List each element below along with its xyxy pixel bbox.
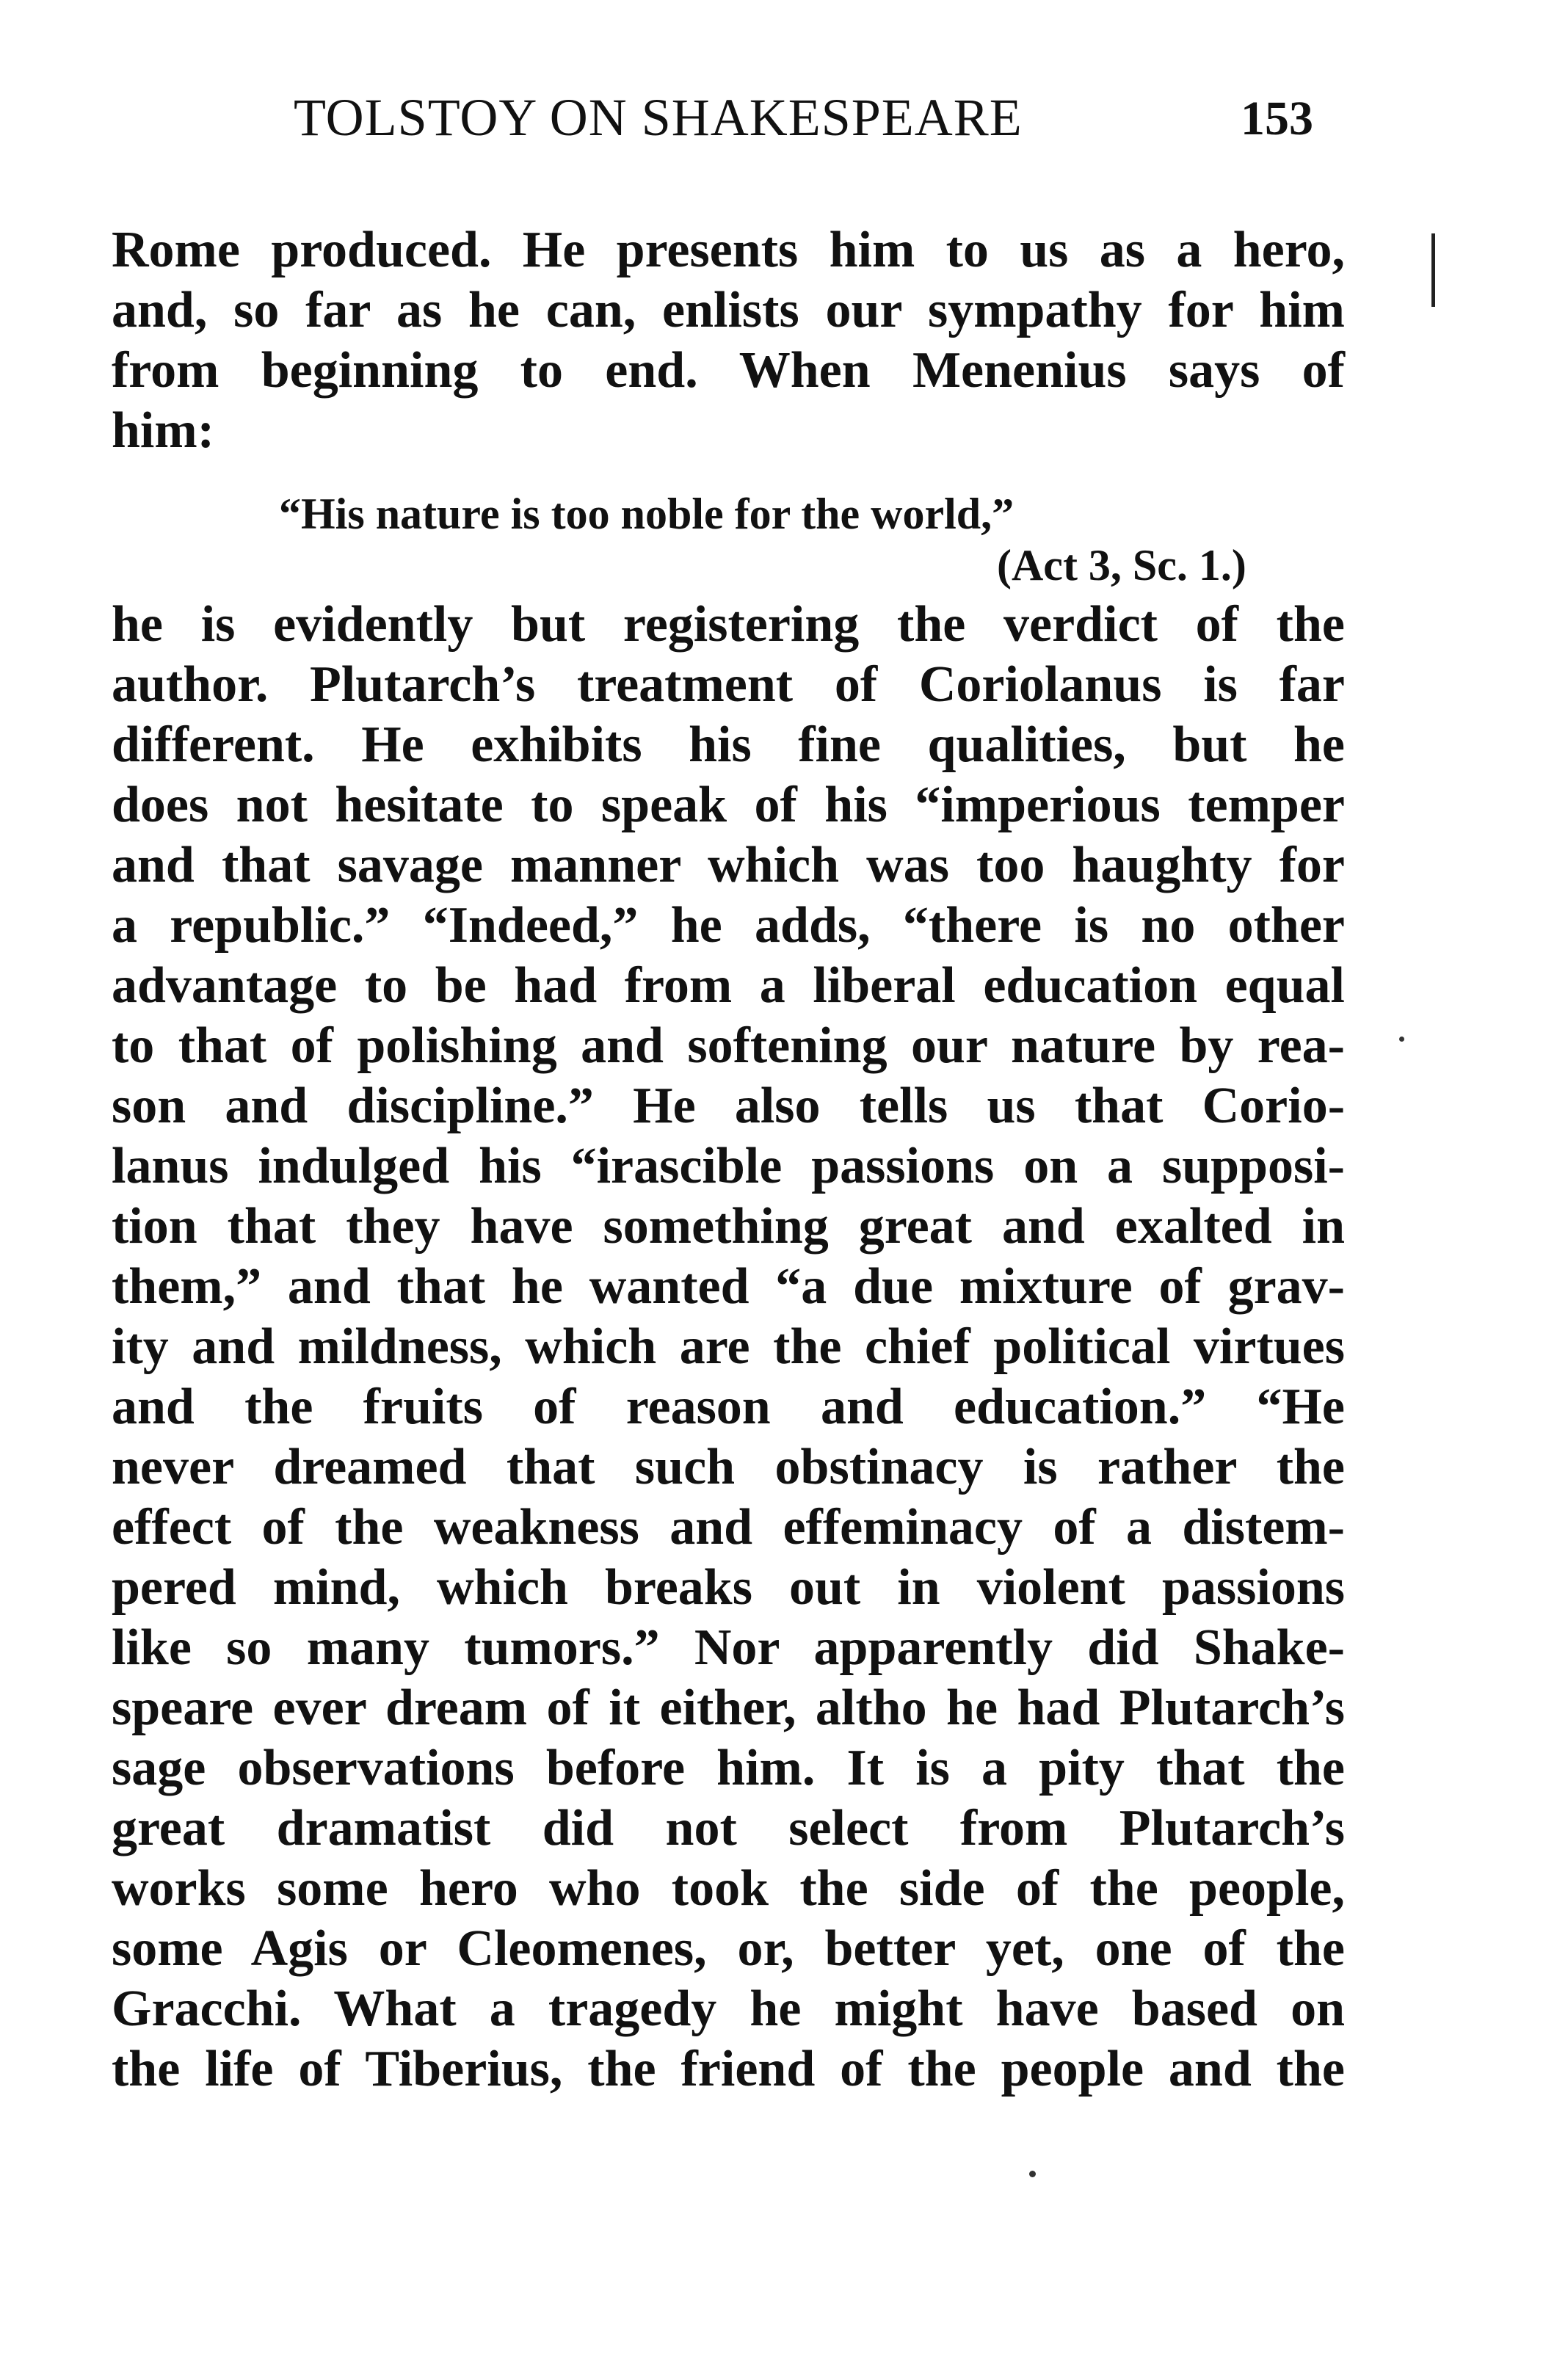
text-line: Gracchi. What a tragedy he might have based on <box>112 1981 1345 2037</box>
text-line: lanus indulged his “irascible passions on a supposi- <box>112 1138 1345 1194</box>
text-line: works some hero who took the side of the people, <box>112 1860 1345 1917</box>
block-quote: “His nature is too noble for the world,” <box>279 490 1015 538</box>
text-line: sage observations before him. It is a pity that the <box>112 1740 1345 1796</box>
text-line: never dreamed that such obstinacy is rather the <box>112 1439 1345 1495</box>
text-line: speare ever dream of it either, altho he had Plutarch’s <box>112 1680 1345 1736</box>
text-line: does not hesitate to speak of his “imperious temper <box>112 777 1345 833</box>
text-line: him: <box>112 402 214 459</box>
text-line: the life of Tiberius, the friend of the people and the <box>112 2041 1345 2097</box>
text-line: different. He exhibits his fine qualities, but he <box>112 716 1345 773</box>
text-line: son and discipline.” He also tells us that Corio- <box>112 1078 1345 1134</box>
text-line: from beginning to end. When Menenius says of <box>112 342 1345 399</box>
margin-speck <box>1399 1037 1404 1042</box>
footer-speck <box>1029 2171 1036 2177</box>
text-line: tion that they have something great and exalted in <box>112 1198 1345 1255</box>
quote-citation: (Act 3, Sc. 1.) <box>997 541 1246 589</box>
text-line: effect of the weakness and effeminacy of a distem- <box>112 1499 1345 1556</box>
running-title: TOLSTOY ON SHAKESPEARE <box>294 88 1023 147</box>
text-line: some Agis or Cleomenes, or, better yet, one of the <box>112 1920 1345 1977</box>
text-line: a republic.” “Indeed,” he adds, “there is no other <box>112 897 1345 954</box>
text-line: them,” and that he wanted “a due mixture of grav- <box>112 1258 1345 1315</box>
text-line: he is evidently but registering the verdict of the <box>112 596 1345 653</box>
text-line: great dramatist did not select from Plutarch’s <box>112 1800 1345 1856</box>
page-number: 153 <box>1241 92 1313 145</box>
text-line: and that savage manner which was too haughty for <box>112 837 1345 893</box>
text-line: and, so far as he can, enlists our sympathy for him <box>112 282 1345 338</box>
text-line: ity and mildness, which are the chief political virtues <box>112 1318 1345 1375</box>
text-line: pered mind, which breaks out in violent passions <box>112 1559 1345 1616</box>
intro-paragraph <box>112 220 1345 461</box>
text-line: to that of polishing and softening our nature by rea- <box>112 1017 1345 1074</box>
text-line: like so many tumors.” Nor apparently did Shake- <box>112 1619 1345 1676</box>
text-line: advantage to be had from a liberal education equal <box>112 957 1345 1014</box>
text-line: author. Plutarch’s treatment of Coriolanus is far <box>112 656 1345 713</box>
margin-line-mark <box>1431 233 1435 307</box>
text-line: Rome produced. He presents him to us as a hero, <box>112 222 1345 278</box>
main-paragraph <box>112 595 1345 2099</box>
text-line: and the fruits of reason and education.” “He <box>112 1379 1345 1435</box>
